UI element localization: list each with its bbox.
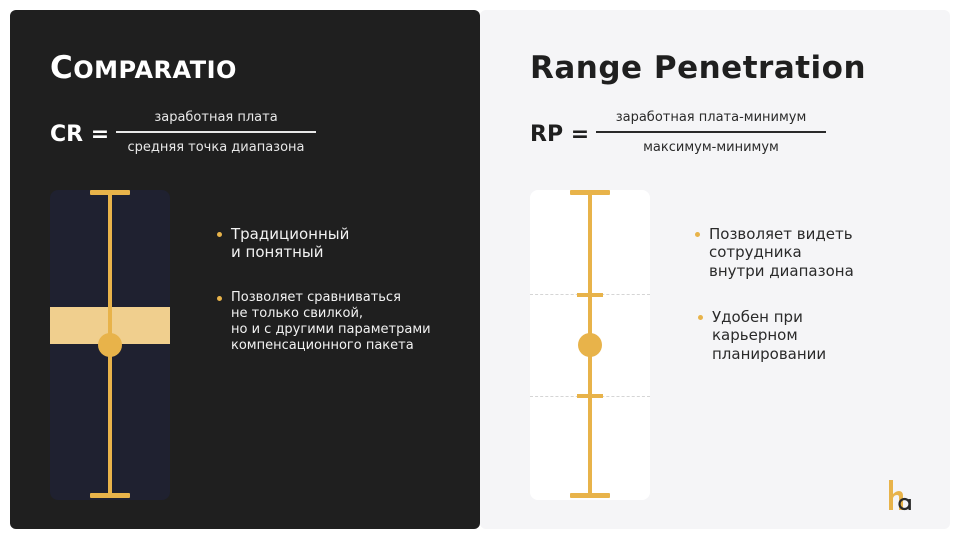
bullet-item bbox=[217, 225, 349, 262]
rp-fraction bbox=[596, 110, 826, 155]
cr-numerator: заработная плата bbox=[154, 110, 278, 125]
bullet-text: Позволяет видеть сотрудника внутри диапазона bbox=[709, 225, 854, 280]
comparatio-title bbox=[50, 50, 237, 86]
lower-quartile-tick bbox=[577, 394, 603, 398]
range-max-cap bbox=[570, 190, 610, 195]
bullet-item bbox=[217, 290, 431, 354]
range-min-cap bbox=[90, 493, 130, 498]
bullet-item bbox=[698, 308, 826, 363]
bullet-text: Позволяет сравниваться не только свилкой, но и с другими параметрами компенсационного пакета bbox=[231, 290, 431, 353]
salary-marker bbox=[98, 333, 122, 357]
range-min-cap bbox=[570, 493, 610, 498]
rp-numerator: заработная плата-минимум bbox=[615, 110, 807, 125]
ha-logo-icon bbox=[888, 480, 912, 512]
salary-marker bbox=[578, 333, 602, 357]
fraction-line bbox=[596, 131, 826, 133]
range-penetration-title: Range Penetration bbox=[530, 50, 867, 86]
rp-formula-lhs: RP = bbox=[530, 122, 590, 147]
bullet-item bbox=[695, 225, 854, 280]
bullet-dot bbox=[217, 296, 222, 301]
rp-denominator: максимум-минимум bbox=[643, 139, 779, 155]
cr-formula-lhs: CR = bbox=[50, 122, 110, 147]
bullet-dot bbox=[698, 315, 703, 320]
fraction-line bbox=[116, 131, 316, 133]
title-initial: C bbox=[50, 50, 74, 86]
title-rest: OMPARATIO bbox=[73, 56, 237, 84]
cr-range-diagram bbox=[50, 190, 170, 500]
rp-range-diagram bbox=[530, 190, 650, 500]
bullet-dot bbox=[695, 232, 700, 237]
bullet-text: Удобен при карьерном планировании bbox=[712, 308, 827, 363]
cr-denominator: средняя точка диапазона bbox=[127, 139, 305, 155]
bullet-dot bbox=[217, 232, 222, 237]
range-penetration-panel bbox=[480, 10, 950, 529]
comparatio-panel bbox=[10, 10, 480, 529]
range-max-cap bbox=[90, 190, 130, 195]
cr-fraction bbox=[116, 110, 316, 155]
bullet-text: Традиционный и понятный bbox=[231, 225, 350, 262]
upper-quartile-tick bbox=[577, 293, 603, 297]
